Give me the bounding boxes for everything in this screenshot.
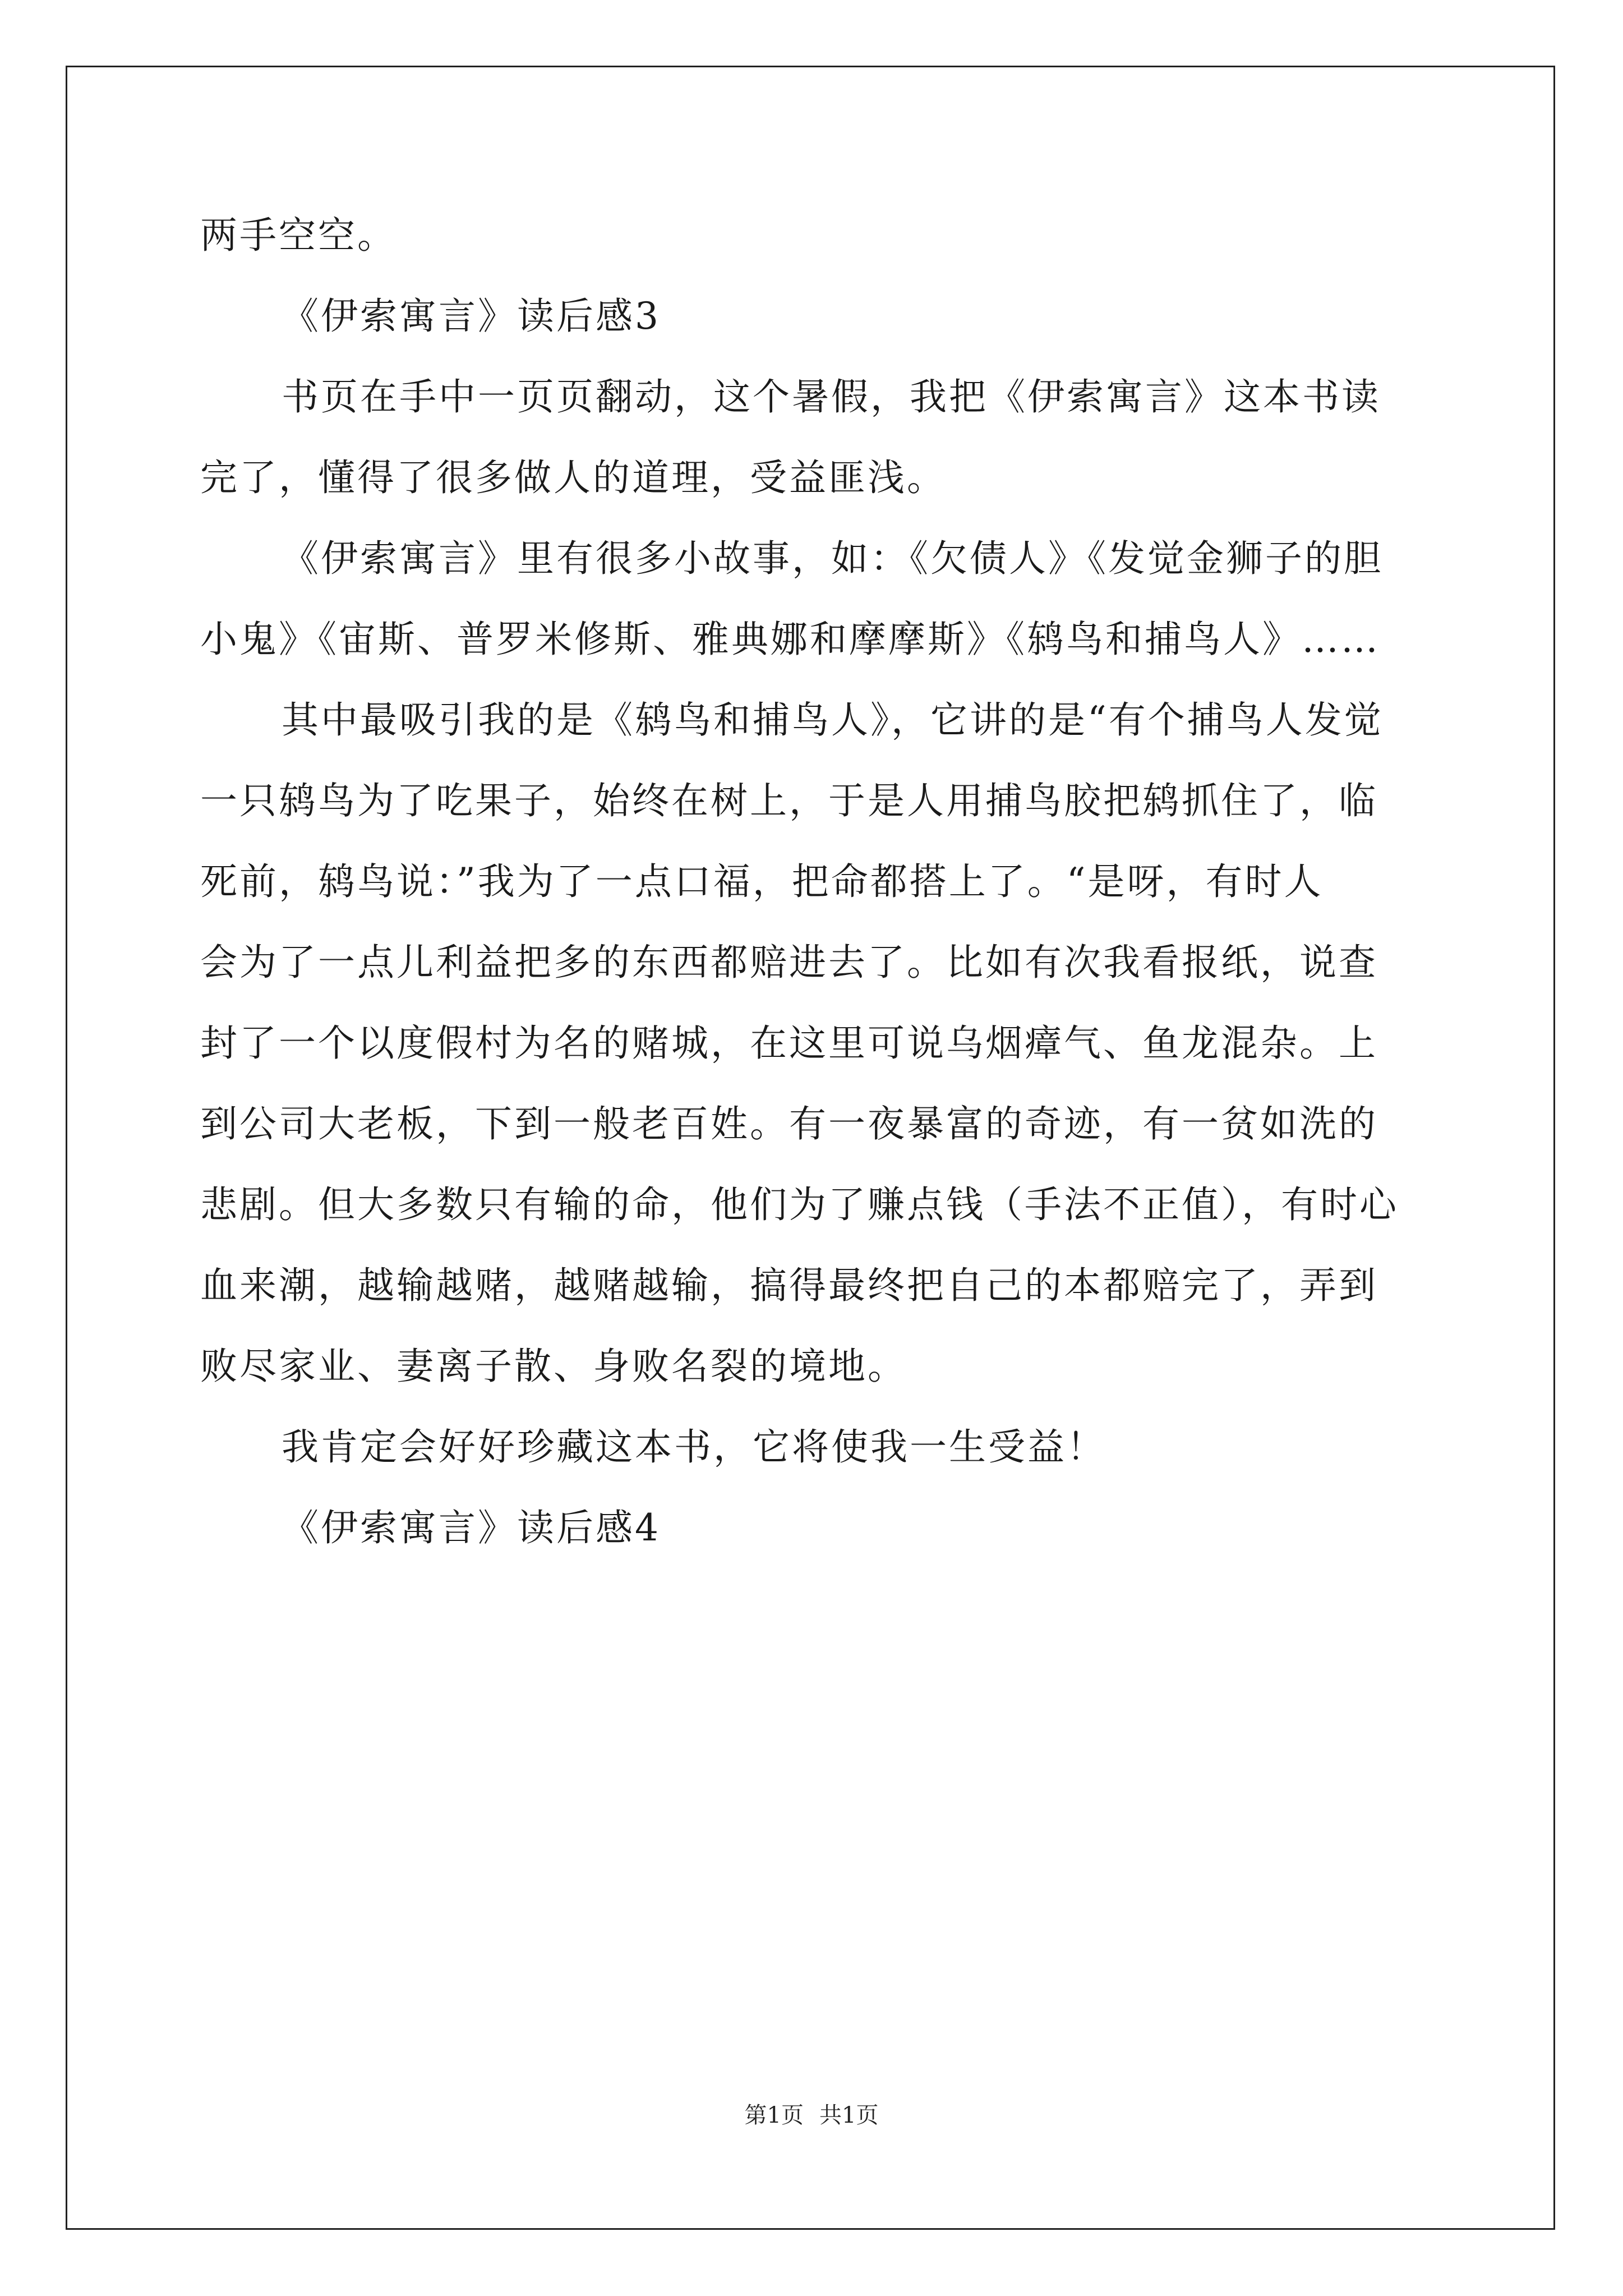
paragraph-line: 我肯定会好好珍藏这本书，它将使我一生受益！ xyxy=(282,1425,1106,1469)
paragraph-line: 会为了一点儿利益把多的东西都赔进去了。比如有次我看报纸，说查 xyxy=(200,941,1378,984)
paragraph-line: 完了，懂得了很多做人的道理，受益匪浅。 xyxy=(200,456,946,499)
page-footer xyxy=(0,2101,1623,2129)
paragraph-line: 悲剧。但大多数只有输的命，他们为了赚点钱（手法不正值），有时心 xyxy=(200,1183,1399,1226)
page-number: 第1页 xyxy=(744,2102,804,2128)
paragraph-line: 死前，鸫鸟说：”我为了一点口福，把命都搭上了。“是呀，有时人 xyxy=(200,860,1324,903)
paragraph-line: 小鬼》《宙斯、普罗米修斯、雅典娜和摩摩斯》《鸫鸟和捕鸟人》…… xyxy=(200,618,1380,661)
page-total: 共1页 xyxy=(819,2102,879,2128)
paragraph-line: 封了一个以度假村为名的赌城，在这里可说乌烟瘴气、鱼龙混杂。上 xyxy=(200,1022,1378,1065)
paragraph-line: 其中最吸引我的是《鸫鸟和捕鸟人》，它讲的是“有个捕鸟人发觉 xyxy=(282,698,1384,742)
paragraph-line: 书页在手中一页页翻动，这个暑假，我把《伊索寓言》这本书读 xyxy=(282,375,1381,418)
text-line: 两手空空。 xyxy=(200,214,396,257)
paragraph-line: 到公司大老板，下到一般老百姓。有一夜暴富的奇迹，有一贫如洗的 xyxy=(200,1102,1378,1145)
section-heading: 《伊索寓言》读后感3 xyxy=(282,295,661,338)
paragraph-line: 血来潮，越输越赌，越赌越输，搞得最终把自己的本都赔完了，弄到 xyxy=(200,1264,1378,1307)
section-heading: 《伊索寓言》读后感4 xyxy=(282,1506,661,1549)
paragraph-line: 败尽家业、妻离子散、身败名裂的境地。 xyxy=(200,1345,907,1388)
paragraph-line: 《伊索寓言》里有很多小故事，如：《欠债人》《发觉金狮子的胆 xyxy=(282,537,1383,580)
paragraph-line: 一只鸫鸟为了吃果子，始终在树上，于是人用捕鸟胶把鸫抓住了，临 xyxy=(200,779,1378,822)
